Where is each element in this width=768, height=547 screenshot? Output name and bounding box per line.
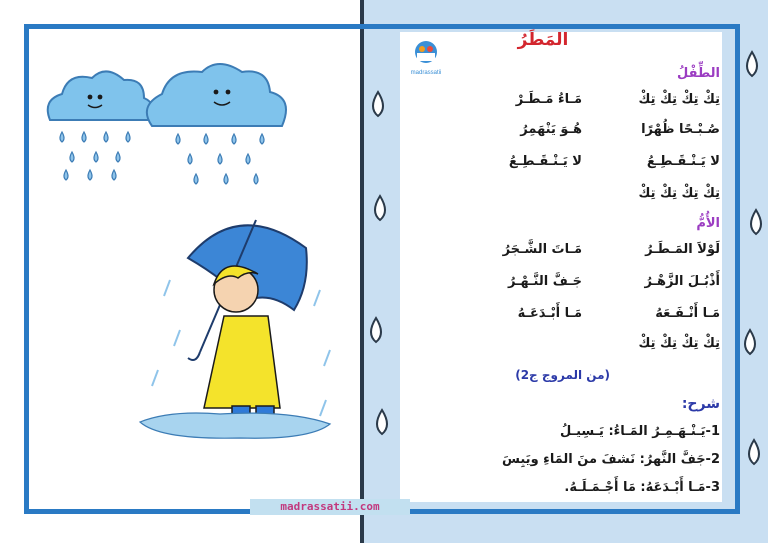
poem-hemistich: جَـفَّ النَّـهْـرُ	[507, 274, 582, 289]
explanation-item: 2-جَفَّ النَّهرُ: نَشفَ منَ المَاءِ ويَبِسَ	[502, 452, 720, 467]
speaker-mother-label: الأُمُّ	[696, 216, 720, 231]
poem-hemistich: لَوْلاَ المَـطَـرُ	[645, 242, 720, 257]
page-frame	[24, 24, 740, 514]
poem-hemistich: مَـا أَنْـفَـعَهُ	[655, 306, 720, 321]
poem-hemistich: هُـوَ يَنْهَمِرُ	[520, 122, 582, 137]
explanation-item: 1-يَـنْـهَـمِـرُ المَـاءُ: يَـسِيـلُ	[560, 424, 720, 439]
poem-hemistich: مَـاتَ الشَّـجَرُ	[502, 242, 582, 257]
refrain-text: تِكْ تِكْ تِكْ تِكْ	[638, 336, 720, 351]
watermark-text: madrassatii.com	[250, 499, 410, 515]
speaker-child-label: الطِّفْلُ	[677, 66, 720, 81]
poem-hemistich: صُـبْـحًا ظُهْرًا	[641, 122, 720, 137]
poem-hemistich: مَـاءُ مَـطَـرْ	[515, 92, 582, 107]
poem-hemistich: لا يَـنْـقَـطِـعُ	[646, 154, 720, 169]
poem-hemistich: لا يَـنْـقَـطِـعُ	[508, 154, 582, 169]
explanation-item: 3-مَـا أَبْـدَعَهُ: مَا أَجْـمَـلَـهُ.	[564, 480, 720, 495]
poem-hemistich: مَـا أَبْـدَعَـهُ	[517, 306, 582, 321]
explanation-heading: شرح:	[681, 396, 720, 412]
svg-text:madrassatii: madrassatii	[410, 70, 442, 76]
poem-source: (من المروج ج2)	[515, 368, 610, 382]
poem-hemistich: أَذْبُـلَ الزَّهْـرُ	[644, 274, 720, 289]
refrain-text: تِكْ تِكْ تِكْ تِكْ	[638, 186, 720, 201]
poem-hemistich: تِكْ تِكْ تِكْ تِكْ	[638, 92, 720, 107]
poem-title: المَطَرُ	[517, 30, 569, 50]
